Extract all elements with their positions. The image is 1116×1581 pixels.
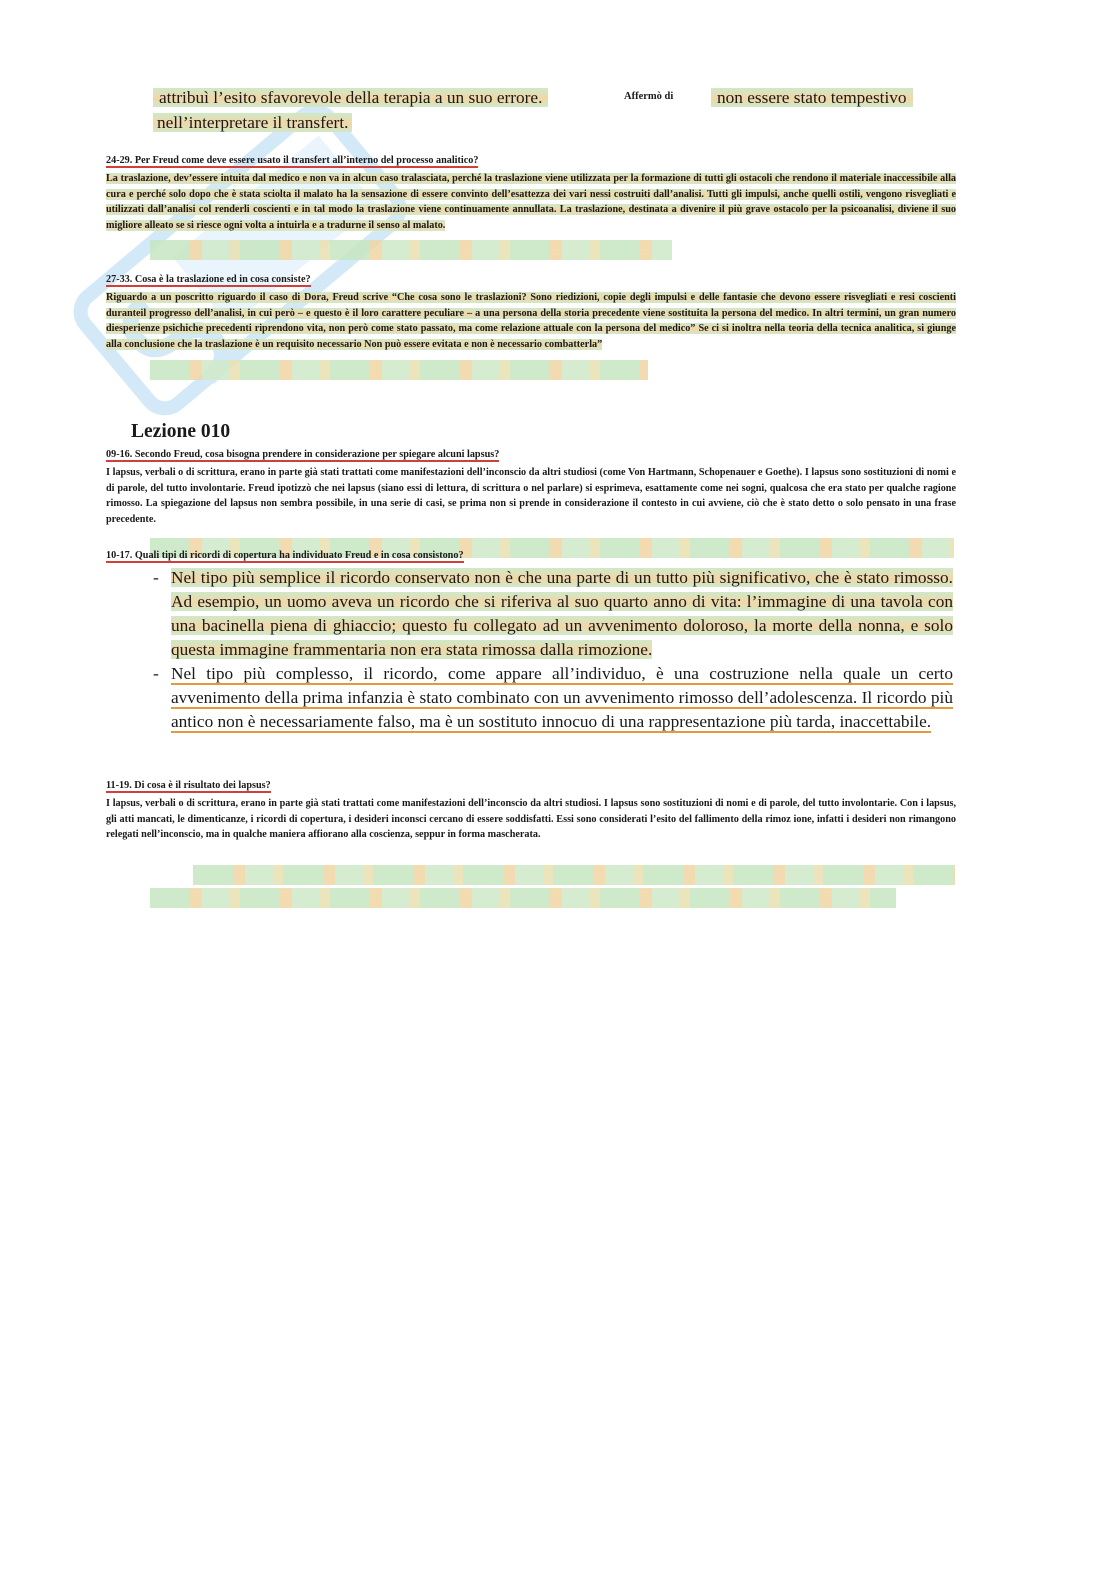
question-11-19: 11-19. Di cosa è il risultato dei lapsus?: [106, 780, 271, 791]
answer-11-19: [106, 796, 956, 843]
question-27-33: 27-33. Cosa è la traslazione ed in cosa consiste?: [106, 274, 311, 285]
list-item-text: [171, 662, 953, 734]
lesson-heading: Lezione 010: [131, 421, 231, 442]
list-item: [153, 662, 953, 734]
question-24-29: 24-29. Per Freud come deve essere usato il transfert all’interno del processo analitico?: [106, 155, 479, 166]
answer-24-29: [106, 171, 956, 233]
top-line-2-text: nell’interpretare il transfert.: [153, 113, 352, 132]
answer-24-29-text: La traslazione, dev’essere intuita dal medico e non va in alcun caso tralasciata, perché la traslazione viene utilizzata per la formazione di tutti gli ostacoli che rendono il materiale inaccessibile alla cura e perché solo dopo che è stata sciolta il malato ha la sensazione di essere convinto dell’esattezza dei vari nessi costruiti dall’analisi. Tutti gli impulsi, anche quelli ostili, vengono risvegliati e utilizzati dall’analisi col renderli coscienti e in tal modo la traslazione viene continuamente annullata. La traslazione, destinata a divenire il più grave ostacolo per la psicoanalisi, diviene il suo migliore alleato se si riesce ogni volta a intuirla e a tradurne il senso al malato.: [106, 173, 956, 231]
answer-27-33: [106, 290, 956, 352]
list-item: [153, 566, 953, 662]
top-line-1: [153, 88, 548, 108]
cover-memory-list: [153, 566, 953, 734]
list-bullet-dash: -: [153, 568, 159, 587]
highlight-band: [193, 865, 955, 885]
highlight-band: [150, 888, 896, 908]
list-item-text-1: Nel tipo più semplice il ricordo conservato non è che una parte di un tutto più significativo, che è stato rimosso. Ad esempio, un uomo aveva un ricordo che si riferiva al suo quarto anno di vita: l’immagine di una tavola con una bacinella piena di ghiaccio; questo fu collegato ad un avvenimento doloroso, la morte della nonna, e solo questa immagine frammentaria non era stata rimossa dalla rimozione.: [171, 568, 953, 659]
question-10-17: 10-17. Quali tipi di ricordi di copertura ha individuato Freud e in cosa consistono?: [106, 550, 464, 561]
answer-11-19-text: I lapsus, verbali o di scrittura, erano in parte già stati trattati come manifestazioni dell’inconscio da altri studiosi. I lapsus sono sostituzioni di nomi e di parole, del tutto involontarie. Con i lapsus, gli atti mancati, le dimenticanze, i ricordi di copertura, i desideri inconsci cercano di essere soddisfatti. Essi sono considerati l’esito del fallimento della rimoz ione, infatti i desideri non rimangono relegati nell’inconscio, ma in qualche maniera affiorano alla coscienza, seppur in forma mascherata.: [106, 798, 956, 841]
answer-09-16: [106, 465, 956, 527]
answer-09-16-text: I lapsus, verbali o di scrittura, erano in parte già stati trattati come manifestazioni dell’inconscio da altri studiosi (come Von Hartmann, Schopenauer e Goethe). I lapsus sono sostituzioni di nomi e di parole, del tutto involontarie. Freud ipotizzò che nei lapsus (siano essi di lettura, di scrittura o nel parlare) si esprimeva, esattamente come nei sogni, qualcosa che era stato per qualche ragione rimosso. La spiegazione del lapsus non sembra possibile, in una serie di casi, se prima non si prende in considerazione il contesto in cui avviene, ciò che è stato detto o solo pensato in una frase precedente.: [106, 467, 956, 525]
answer-27-33-text: Riguardo a un poscritto riguardo il caso di Dora, Freud scrive “Che cosa sono le traslazioni? Sono riedizioni, copie degli impulsi e delle fantasie che devono essere risvegliati e resi coscienti duranteil progresso dell’analisi, in cui però – e questo è il loro carattere peculiare – a una persona della storia precedente viene sostituita la persona del medico. In altri termini, un gran numero diesperienze psichiche precedenti riprendono vita, non però come stato passato, ma come relazione attuale con la persona del medico” Se ci si inoltra nella teoria della tecnica analitica, si giunge alla conclusione che la traslazione è un requisito necessario Non può essere evitata e non è necessario combatterla”: [106, 292, 956, 350]
highlight-band: [150, 240, 672, 260]
top-line-1-right-text: non essere stato tempestivo: [711, 88, 913, 107]
top-line-2: [153, 113, 352, 133]
list-item-text-2: Nel tipo più complesso, il ricordo, come appare all’individuo, è una costruzione nella quale un certo avvenimento della prima infanzia è stato combinato con un avvenimento rimosso dell’adolescenza. Il ricordo più antico non è necessariamente falso, ma è un sostituto innocuo di una rappresentazione più tarda, inaccettabile.: [171, 664, 953, 731]
highlight-band: [150, 360, 648, 380]
top-line-1-right: [711, 88, 955, 108]
affermo-label: Affermò di: [624, 91, 674, 102]
top-line-1-text: attribuì l’esito sfavorevole della terapia a un suo errore.: [153, 88, 548, 107]
list-item-text: [171, 566, 953, 662]
question-09-16: 09-16. Secondo Freud, cosa bisogna prendere in considerazione per spiegare alcuni lapsus?: [106, 449, 500, 460]
list-bullet-dash: -: [153, 664, 159, 683]
